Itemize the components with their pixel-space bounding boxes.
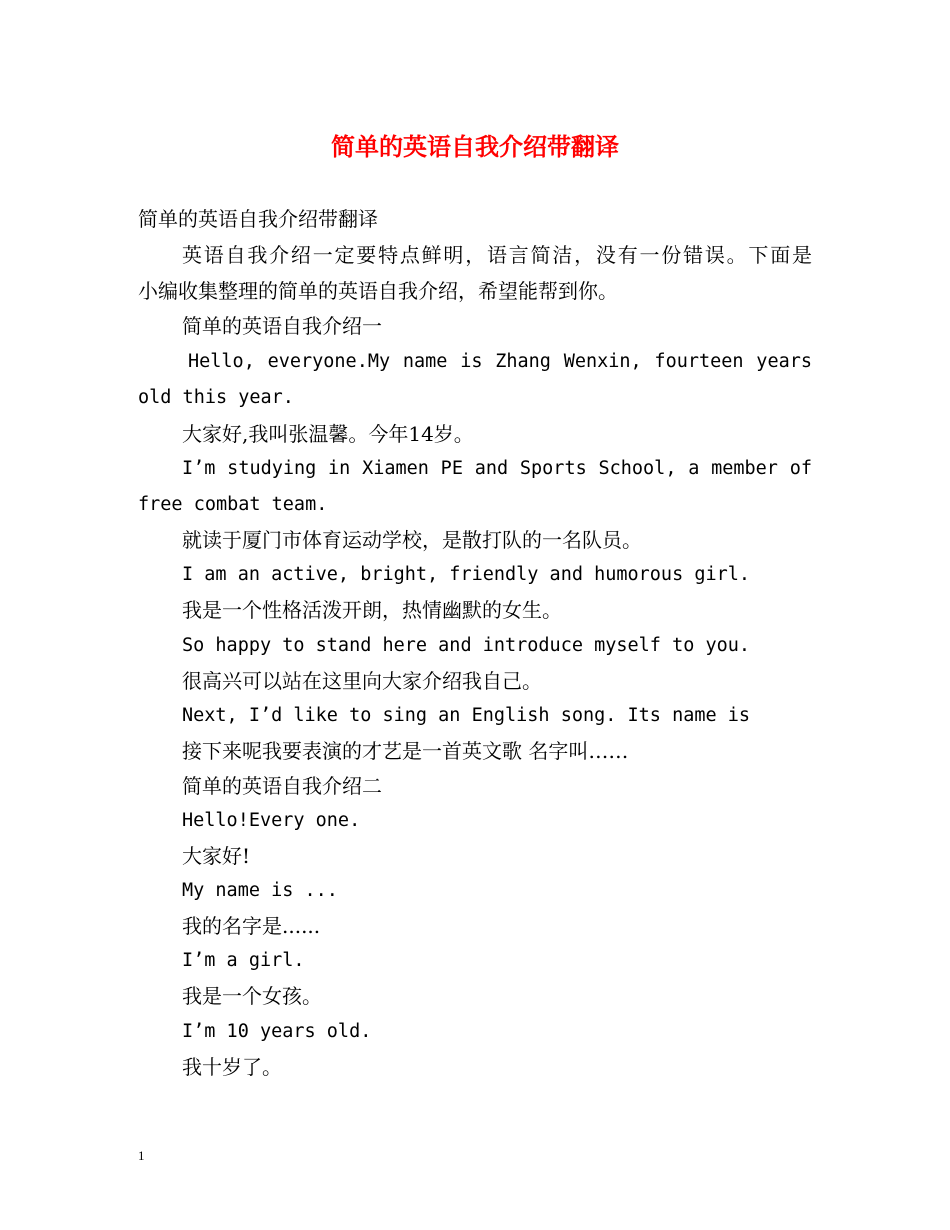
body-line: I’m 10 years old.	[182, 1021, 372, 1042]
body-line: I’m a girl.	[182, 950, 305, 971]
body-line: Next, I’d like to sing an English song. Its name is	[182, 705, 751, 726]
body-line: 简单的英语自我介绍一	[182, 314, 382, 338]
body-line: Hello!Every one.	[182, 810, 361, 831]
body-line: My name is ...	[182, 880, 338, 901]
body-line: 就读于厦门市体育运动学校，是散打队的一名队员。	[182, 528, 642, 552]
body-line: 接下来呢我要表演的才艺是一首英文歌 名字叫……	[182, 739, 629, 763]
body-line: 简单的英语自我介绍二	[182, 774, 382, 798]
body-line: So happy to stand here and introduce myself to you.	[182, 635, 751, 656]
body-line: 我十岁了。	[182, 1055, 282, 1079]
document-title: 简单的英语自我介绍带翻译	[331, 133, 619, 161]
body-line: I’m studying in Xiamen PE and Sports School, a member of	[182, 458, 812, 479]
body-line: Hello, everyone.My name is Zhang Wenxin, fourteen years	[188, 351, 812, 372]
body-line: 小编收集整理的简单的英语自我介绍，希望能帮到你。	[138, 279, 618, 303]
page-number: 1	[138, 1148, 145, 1163]
body-line: 大家好,我叫张温馨。今年14岁。	[182, 422, 474, 446]
body-line: 简单的英语自我介绍带翻译	[138, 207, 378, 231]
body-line: 大家好!	[182, 844, 251, 868]
body-line: 很高兴可以站在这里向大家介绍我自己。	[182, 669, 542, 693]
body-line: 我是一个女孩。	[182, 984, 322, 1008]
body-line: old this year.	[138, 387, 294, 408]
body-line: free combat team.	[138, 494, 328, 515]
body-line: 英语自我介绍一定要特点鲜明，语言简洁，没有一份错误。下面是	[182, 243, 812, 267]
body-line: 我是一个性格活泼开朗，热情幽默的女生。	[182, 598, 562, 622]
body-line: I am an active, bright, friendly and humorous girl.	[182, 564, 751, 585]
body-line: 我的名字是......	[182, 914, 321, 938]
